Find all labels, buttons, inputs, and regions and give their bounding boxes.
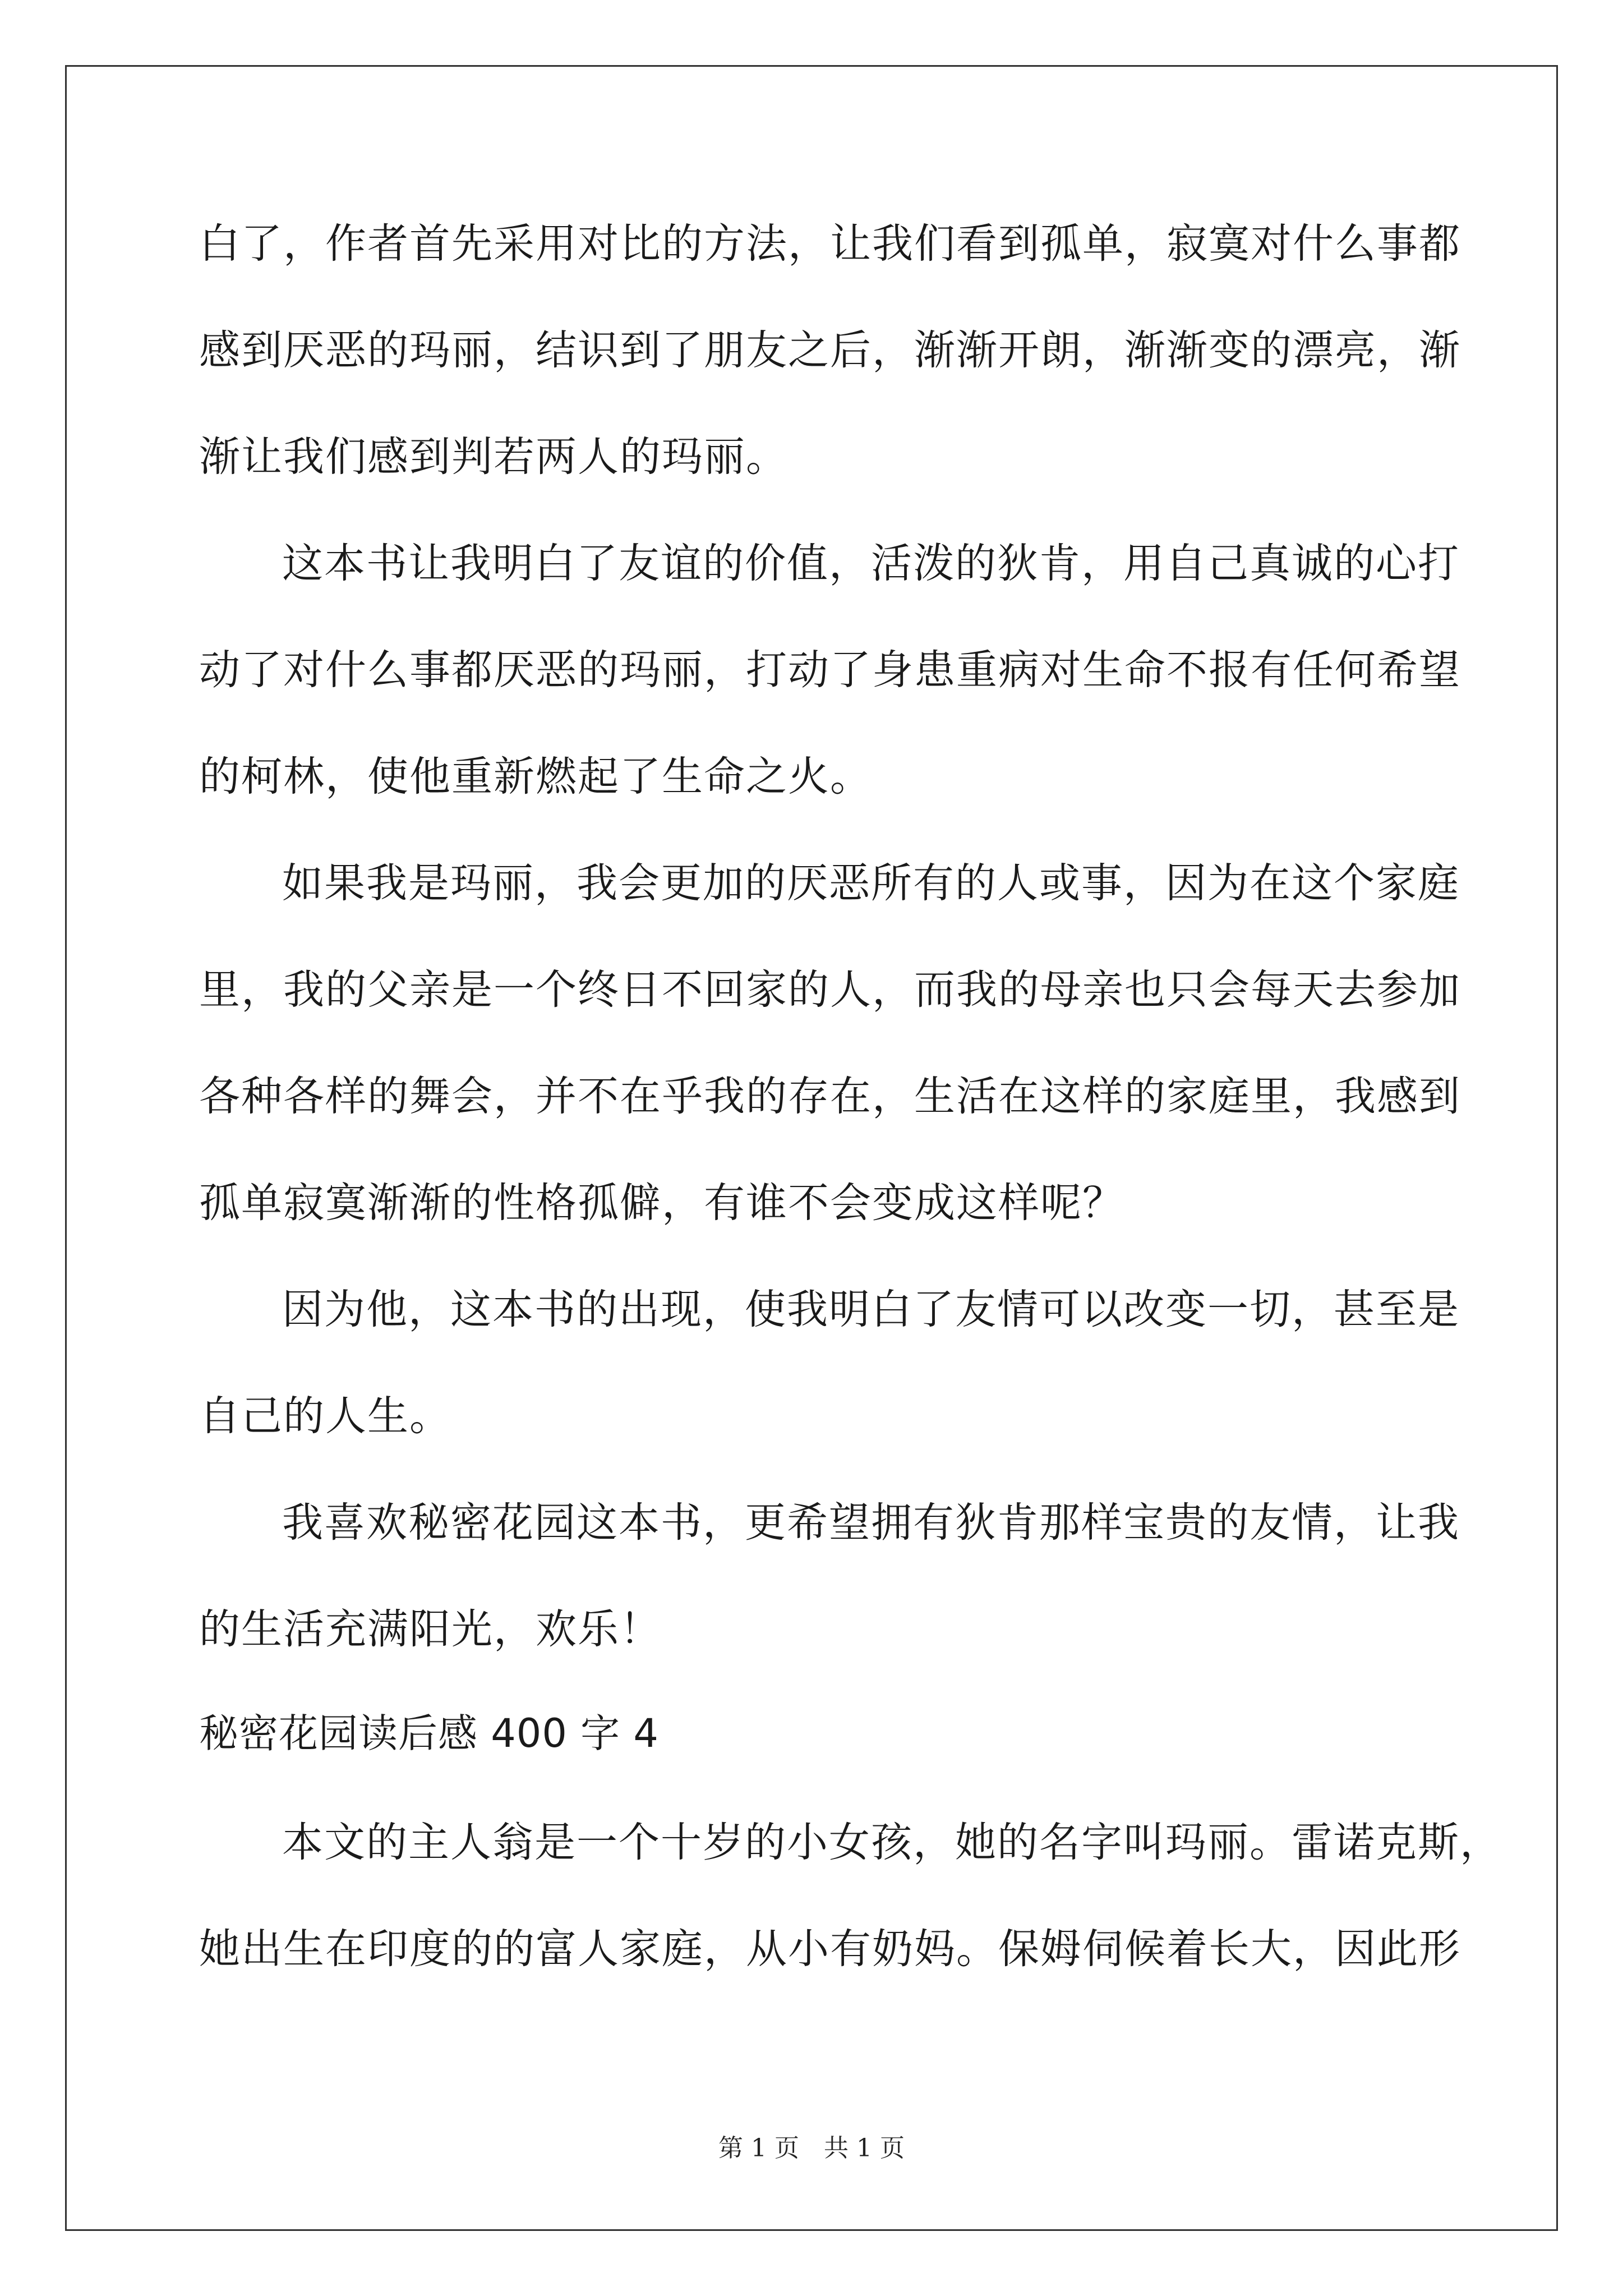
text-line: 渐让我们感到判若两人的玛丽。 [199,433,788,481]
text-line: 本文的主人翁是一个十岁的小女孩，她的名字叫玛丽。雷诺克斯， [282,1819,1502,1866]
page-footer: 第 1 页 共 1 页 [718,2134,905,2162]
text-line: 白了，作者首先采用对比的方法，让我们看到孤单，寂寞对什么事都 [199,220,1461,268]
text-line: 这本书让我明白了友谊的价值，活泼的狄肯，用自己真诚的心打 [282,540,1460,587]
text-line: 感到厌恶的玛丽，结识到了朋友之后，渐渐开朗，渐渐变的漂亮，渐 [199,326,1461,374]
text-line: 我喜欢秘密花园这本书，更希望拥有狄肯那样宝贵的友情，让我 [282,1499,1460,1547]
page-border [65,65,1558,2231]
text-line: 动了对什么事都厌恶的玛丽，打动了身患重病对生命不报有任何希望 [199,646,1461,694]
text-line: 如果我是玛丽，我会更加的厌恶所有的人或事，因为在这个家庭 [282,859,1460,907]
text-line: 各种各样的舞会，并不在乎我的存在，生活在这样的家庭里，我感到 [199,1073,1461,1120]
text-line: 里，我的父亲是一个终日不回家的人，而我的母亲也只会每天去参加 [199,966,1461,1014]
text-line: 她出生在印度的的富人家庭，从小有奶妈。保姆伺候着长大，因此形 [199,1925,1461,1973]
text-line: 因为他，这本书的出现，使我明白了友情可以改变一切，甚至是 [282,1286,1460,1333]
text-line: 自己的人生。 [199,1392,451,1440]
section-heading: 秘密花园读后感 400 字 4 [199,1710,659,1756]
text-line: 的生活充满阳光，欢乐！ [199,1605,662,1653]
text-line: 孤单寂寞渐渐的性格孤僻，有谁不会变成这样呢？ [199,1179,1124,1227]
text-line: 的柯林，使他重新燃起了生命之火。 [199,753,872,800]
